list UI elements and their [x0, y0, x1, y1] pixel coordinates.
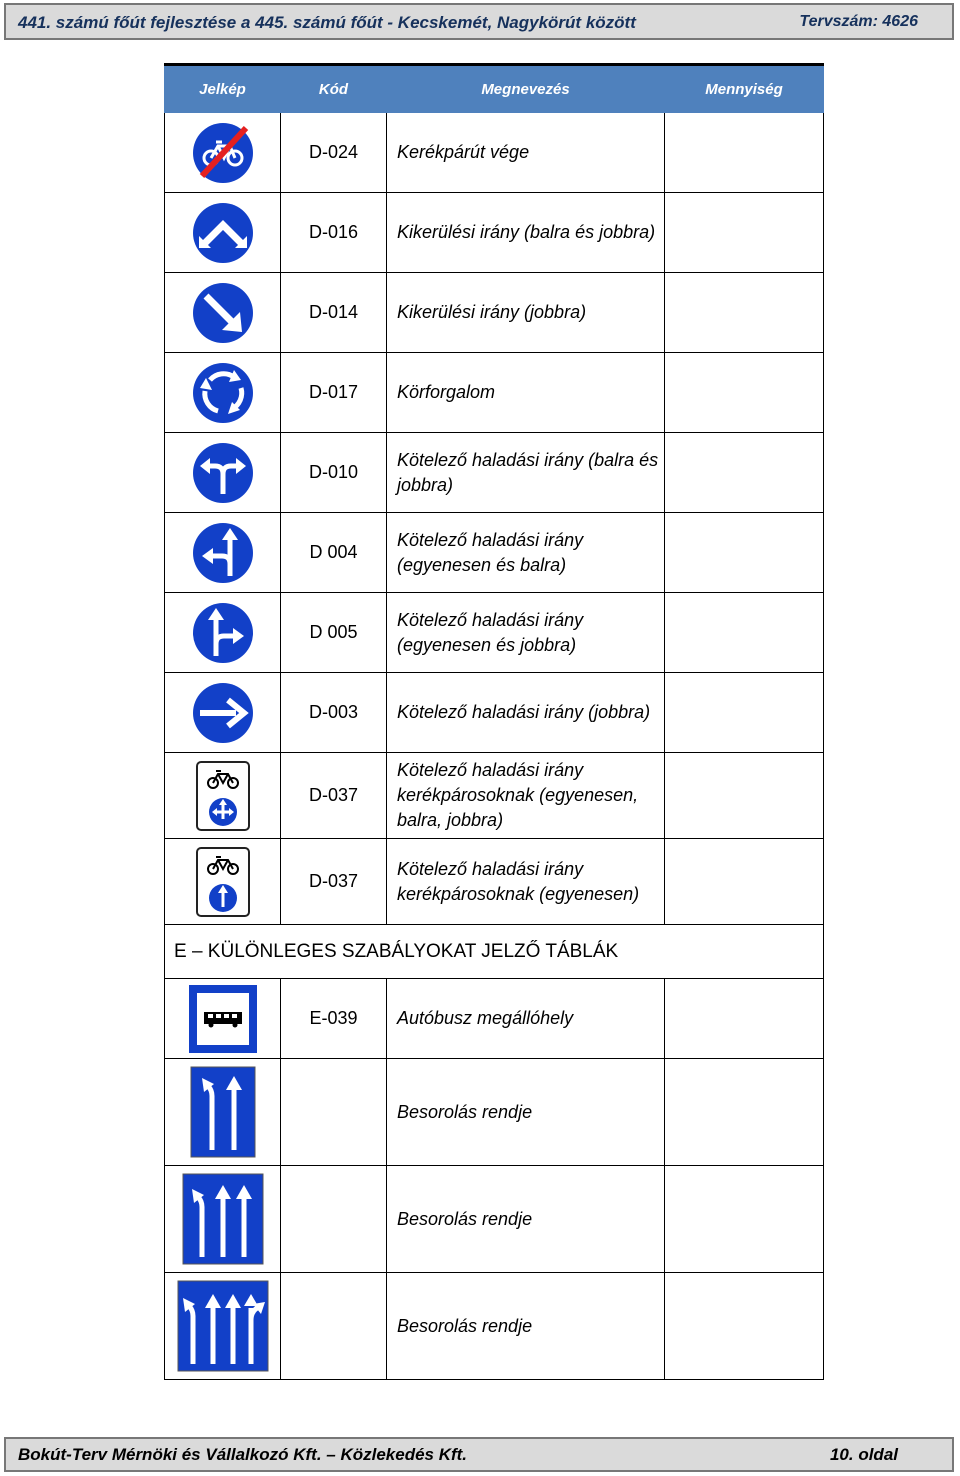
table-row [165, 839, 824, 925]
sign-name: Autóbusz megállóhely [387, 979, 665, 1059]
straight-left-sign-icon [165, 513, 281, 593]
sign-code: D-003 [281, 673, 387, 753]
sign-quantity [665, 1273, 824, 1380]
sign-name: Körforgalom [387, 353, 665, 433]
sign-name: Kötelező haladási irány (jobbra) [387, 673, 665, 753]
column-header: Kód [281, 65, 387, 113]
table-row [165, 673, 824, 753]
cycle-path-end-sign-icon [165, 113, 281, 193]
table-row [165, 753, 824, 839]
sign-quantity [665, 193, 824, 273]
sign-quantity [665, 513, 824, 593]
footer-band [4, 1437, 954, 1472]
sign-code [281, 1166, 387, 1273]
sign-name: Kötelező haladási irány kerékpárosoknak (egyenesen, balra, jobbra) [387, 753, 665, 839]
table-row [165, 513, 824, 593]
sign-code: D-010 [281, 433, 387, 513]
table-row [165, 1166, 824, 1273]
column-header: Mennyiség [665, 65, 824, 113]
header-band [4, 3, 954, 40]
sign-table [164, 63, 824, 1380]
right-arrow-sign-icon [165, 673, 281, 753]
lane-order-three-sign-icon [165, 1166, 281, 1273]
section-title: E – KÜLÖNLEGES SZABÁLYOKAT JELZŐ TÁBLÁK [165, 925, 824, 979]
sign-quantity [665, 839, 824, 925]
column-header: Jelkép [165, 65, 281, 113]
straight-right-sign-icon [165, 593, 281, 673]
table-row [165, 193, 824, 273]
bicycle-all-directions-sign-icon [165, 753, 281, 839]
company-name: Bokút-Terv Mérnöki és Vállalkozó Kft. – Közlekedés Kft. [18, 1445, 468, 1464]
table-row [165, 273, 824, 353]
sign-quantity [665, 1166, 824, 1273]
table-row [165, 979, 824, 1059]
table-header-row [165, 65, 824, 113]
sign-name: Kötelező haladási irány (balra és jobbra) [387, 433, 665, 513]
sign-code: D-037 [281, 753, 387, 839]
table-row [165, 113, 824, 193]
sign-quantity [665, 273, 824, 353]
sign-quantity [665, 673, 824, 753]
sign-name: Kötelező haladási irány kerékpárosoknak (egyenesen) [387, 839, 665, 925]
column-header: Megnevezés [387, 65, 665, 113]
sign-quantity [665, 1059, 824, 1166]
bypass-right-sign-icon [165, 273, 281, 353]
sign-code: D-014 [281, 273, 387, 353]
table-row [165, 593, 824, 673]
sign-code: D-037 [281, 839, 387, 925]
plan-number: Tervszám: 4626 [799, 13, 918, 30]
sign-code: D-017 [281, 353, 387, 433]
sign-code: D 005 [281, 593, 387, 673]
sign-quantity [665, 593, 824, 673]
sign-quantity [665, 979, 824, 1059]
sign-name: Kikerülési irány (balra és jobbra) [387, 193, 665, 273]
sign-name: Besorolás rendje [387, 1166, 665, 1273]
sign-code [281, 1273, 387, 1380]
table-row [165, 1059, 824, 1166]
section-row [165, 925, 824, 979]
sign-quantity [665, 353, 824, 433]
sign-name: Besorolás rendje [387, 1059, 665, 1166]
table-row [165, 1273, 824, 1380]
project-title: 441. számú főút fejlesztése a 445. számú főút - Kecskemét, Nagykörút között [18, 13, 636, 32]
bypass-left-right-sign-icon [165, 193, 281, 273]
lane-order-two-sign-icon [165, 1059, 281, 1166]
roundabout-sign-icon [165, 353, 281, 433]
sign-quantity [665, 753, 824, 839]
sign-quantity [665, 433, 824, 513]
sign-name: Kerékpárút vége [387, 113, 665, 193]
bus-stop-sign-icon [165, 979, 281, 1059]
sign-name: Kötelező haladási irány (egyenesen és balra) [387, 513, 665, 593]
sign-name: Kikerülési irány (jobbra) [387, 273, 665, 353]
table-row [165, 353, 824, 433]
sign-quantity [665, 113, 824, 193]
sign-code: D-016 [281, 193, 387, 273]
sign-code: E-039 [281, 979, 387, 1059]
sign-name: Besorolás rendje [387, 1273, 665, 1380]
bicycle-straight-sign-icon [165, 839, 281, 925]
sign-code: D 004 [281, 513, 387, 593]
left-right-sign-icon [165, 433, 281, 513]
table-row [165, 433, 824, 513]
lane-order-four-sign-icon [165, 1273, 281, 1380]
sign-code: D-024 [281, 113, 387, 193]
sign-code [281, 1059, 387, 1166]
page-number: 10. oldal [829, 1445, 898, 1464]
sign-name: Kötelező haladási irány (egyenesen és jobbra) [387, 593, 665, 673]
